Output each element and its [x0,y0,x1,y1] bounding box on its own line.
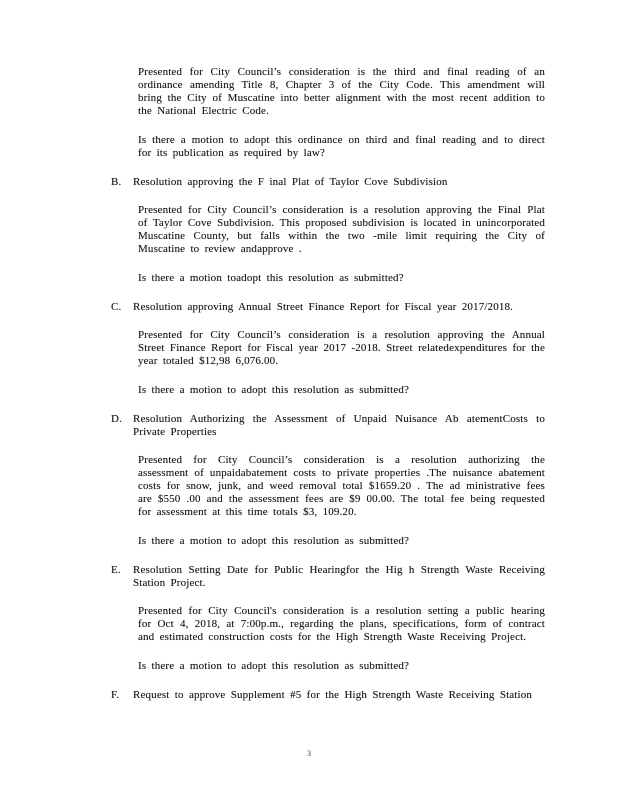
agenda-item-b [111,176,545,285]
item-heading: Resolution approving Annual Street Finance Report for Fiscal year 2017/2018. [133,301,514,313]
item-letter: B. [111,176,122,188]
item-head [111,176,545,189]
item-body: Presented for City Council’s consideration is the third and final reading of an ordinance amending Title 8, Chapter 3 of the City Code. This amendment will bring the City of Muscatine into better alignment with the most recent addition to the National Electric Code. [138,66,545,117]
item-question: Is there a motion to adopt this resolution as submitted? [138,384,410,396]
item-head [111,564,545,590]
item-letter: E. [111,564,121,576]
agenda-item-f [111,689,545,702]
item-heading: Resolution Authorizing the Assessment of Unpaid Nuisance Ab atementCosts to Private Properties [133,413,545,438]
item-heading: Resolution approving the F inal Plat of Taylor Cove Subdivision [133,176,448,188]
item-body: Presented for City Council’s consideration is a resolution approving the Final Plat of Taylor Cove Subdivision. This proposed subdivision is located in unincorporated Muscatine County, but falls within the two -mile limit requiring the City of Muscatine to review andapprove . [138,204,545,255]
item-question: Is there a motion to adopt this resolution as submitted? [138,535,410,547]
item-letter: C. [111,301,122,313]
item-body: Presented for City Council’s consideration is a resolution approving the Annual Street Finance Report for Fiscal year 2017 -2018. Street relatedexpenditures for the year totaled $12,98 6,076.00. [138,329,545,367]
item-head [111,301,545,314]
item-question: Is there a motion to adopt this resolution as submitted? [138,660,410,672]
agenda-content [111,66,545,717]
item-question: Is there a motion toadopt this resolution as submitted? [138,272,404,284]
item-head [111,413,545,439]
agenda-item-d [111,413,545,548]
item-heading: Resolution Setting Date for Public Hearingfor the Hig h Strength Waste Receiving Station Project. [133,564,545,589]
agenda-item-c [111,301,545,397]
item-letter: D. [111,413,122,425]
item-question: Is there a motion to adopt this ordinance on third and final reading and to direct for its publication as required by law? [138,134,545,159]
item-body: Presented for City Council’s consideration is a resolution authorizing the assessment of unpaidabatement costs to private properties .The nuisance abatement costs for snow, junk, and weed removal total $1659.20 . The ad ministrative fees are $550 .00 and the assessment fees are $9 00.00. The total fee being requested for assessment at this time totals $3, 109.20. [138,454,545,518]
item-body: Presented for City Council's consideration is a resolution setting a public hearing for Oct 4, 2018, at 7:00p.m., regarding the plans, specifications, form of contract and estimated construction costs for the High Strength Waste Receiving Project. [138,605,545,643]
agenda-item-a-continued [111,66,545,160]
item-heading: Request to approve Supplement #5 for the High Strength Waste Receiving Station [133,689,533,701]
item-letter: F. [111,689,120,701]
agenda-item-e [111,564,545,673]
page-number: 3 [307,749,311,758]
item-head [111,689,545,702]
